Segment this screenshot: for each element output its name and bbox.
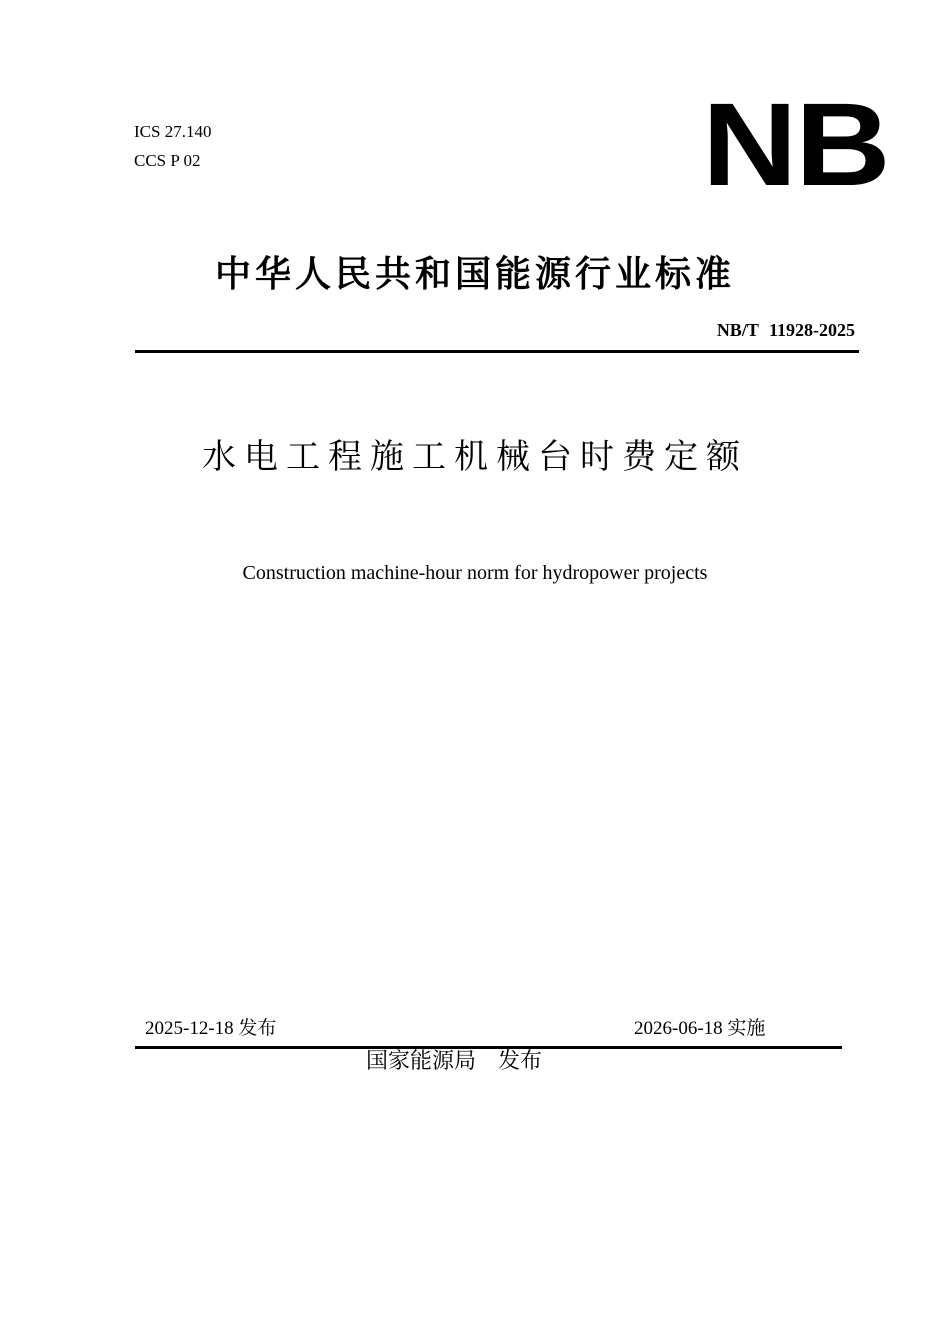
publisher: 国家能源局 发布 [366, 1049, 543, 1074]
ccs-code: CCS P 02 [134, 151, 201, 170]
issue-date: 2025-12-18 发布 [145, 1018, 277, 1039]
document-title-en: Construction machine-hour norm for hydropower projects [242, 562, 708, 584]
nb-logo: NB [702, 79, 889, 211]
ics-code: ICS 27.140 [134, 122, 212, 141]
top-divider [135, 350, 859, 353]
standard-category-title: 中华人民共和国能源行业标准 [214, 254, 735, 295]
implementation-date: 2026-06-18 实施 [634, 1018, 766, 1039]
standard-number: NB/T 11928-2025 [716, 320, 855, 340]
document-title-cn: 水电工程施工机械台时费定额 [202, 437, 748, 477]
